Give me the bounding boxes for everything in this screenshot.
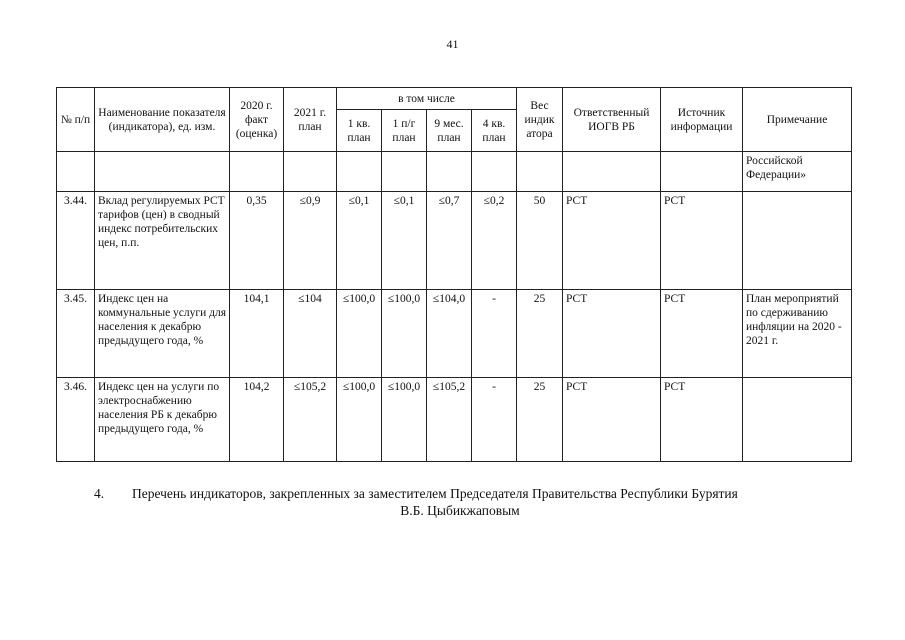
cell-q4 bbox=[472, 152, 517, 192]
cell-q4: - bbox=[472, 290, 517, 378]
cell-q1: ≤100,0 bbox=[337, 378, 382, 462]
cell-q1: ≤0,1 bbox=[337, 192, 382, 290]
cell-q1 bbox=[337, 152, 382, 192]
cell-fact-2020: 104,2 bbox=[230, 378, 284, 462]
cell-plan-2021: ≤104 bbox=[284, 290, 337, 378]
header-note: Примечание bbox=[743, 88, 852, 152]
cell-h1: ≤100,0 bbox=[382, 290, 427, 378]
header-name: Наименование показателя (индикатора), ед. изм. bbox=[95, 88, 230, 152]
cell-h1: ≤0,1 bbox=[382, 192, 427, 290]
cell-weight bbox=[517, 152, 563, 192]
header-source: Источник информации bbox=[661, 88, 743, 152]
cell-weight: 25 bbox=[517, 378, 563, 462]
table-row bbox=[57, 290, 852, 378]
cell-name: Вклад регулируемых РСТ тарифов (цен) в сводный индекс потребительских цен, п.п. bbox=[95, 192, 230, 290]
header-q1: 1 кв. план bbox=[337, 110, 382, 152]
cell-q1: ≤100,0 bbox=[337, 290, 382, 378]
table-row bbox=[57, 192, 852, 290]
cell-plan-2021: ≤105,2 bbox=[284, 378, 337, 462]
cell-9m: ≤104,0 bbox=[427, 290, 472, 378]
cell-h1 bbox=[382, 152, 427, 192]
cell-fact-2020: 104,1 bbox=[230, 290, 284, 378]
header-weight: Вес индик атора bbox=[517, 88, 563, 152]
cell-num: 3.44. bbox=[57, 192, 95, 290]
cell-weight: 50 bbox=[517, 192, 563, 290]
table-row bbox=[57, 378, 852, 462]
cell-q4: - bbox=[472, 378, 517, 462]
header-fact-2020: 2020 г. факт (оценка) bbox=[230, 88, 284, 152]
cell-source: РСТ bbox=[661, 378, 743, 462]
section-number: 4. bbox=[94, 486, 105, 501]
cell-plan-2021: ≤0,9 bbox=[284, 192, 337, 290]
cell-note bbox=[743, 378, 852, 462]
cell-q4: ≤0,2 bbox=[472, 192, 517, 290]
header-plan-2021: 2021 г. план bbox=[284, 88, 337, 152]
cell-num: 3.45. bbox=[57, 290, 95, 378]
cell-9m bbox=[427, 152, 472, 192]
cell-name bbox=[95, 152, 230, 192]
page-number: 41 bbox=[446, 37, 459, 51]
cell-num bbox=[57, 152, 95, 192]
indicators-table bbox=[56, 87, 852, 462]
cell-responsible: РСТ bbox=[563, 290, 661, 378]
header-9m: 9 мес. план bbox=[427, 110, 472, 152]
cell-9m: ≤105,2 bbox=[427, 378, 472, 462]
cell-responsible bbox=[563, 152, 661, 192]
header-including: в том числе bbox=[337, 88, 517, 110]
cell-name: Индекс цен на коммунальные услуги для населения к декабрю предыдущего года, % bbox=[95, 290, 230, 378]
section-title: Перечень индикаторов, закрепленных за заместителем Председателя Правительства Республики Бурятия bbox=[132, 486, 738, 501]
section-title-continued: В.Б. Цыбикжаповым bbox=[400, 503, 520, 518]
cell-responsible: РСТ bbox=[563, 378, 661, 462]
header-num: № п/п bbox=[57, 88, 95, 152]
header-h1: 1 п/г план bbox=[382, 110, 427, 152]
cell-plan-2021 bbox=[284, 152, 337, 192]
cell-weight: 25 bbox=[517, 290, 563, 378]
cell-source: РСТ bbox=[661, 290, 743, 378]
cell-source: РСТ bbox=[661, 192, 743, 290]
header-responsible: Ответственный ИОГВ РБ bbox=[563, 88, 661, 152]
cell-9m: ≤0,7 bbox=[427, 192, 472, 290]
cell-fact-2020 bbox=[230, 152, 284, 192]
cell-note bbox=[743, 192, 852, 290]
table-row bbox=[57, 152, 852, 192]
header-q4: 4 кв. план bbox=[472, 110, 517, 152]
cell-h1: ≤100,0 bbox=[382, 378, 427, 462]
cell-responsible: РСТ bbox=[563, 192, 661, 290]
cell-note: Российской Федерации» bbox=[743, 152, 852, 192]
cell-source bbox=[661, 152, 743, 192]
cell-fact-2020: 0,35 bbox=[230, 192, 284, 290]
cell-name: Индекс цен на услуги по электроснабжению населения РБ к декабрю предыдущего года, % bbox=[95, 378, 230, 462]
cell-num: 3.46. bbox=[57, 378, 95, 462]
cell-note: План мероприятий по сдерживанию инфляции на 2020 - 2021 г. bbox=[743, 290, 852, 378]
